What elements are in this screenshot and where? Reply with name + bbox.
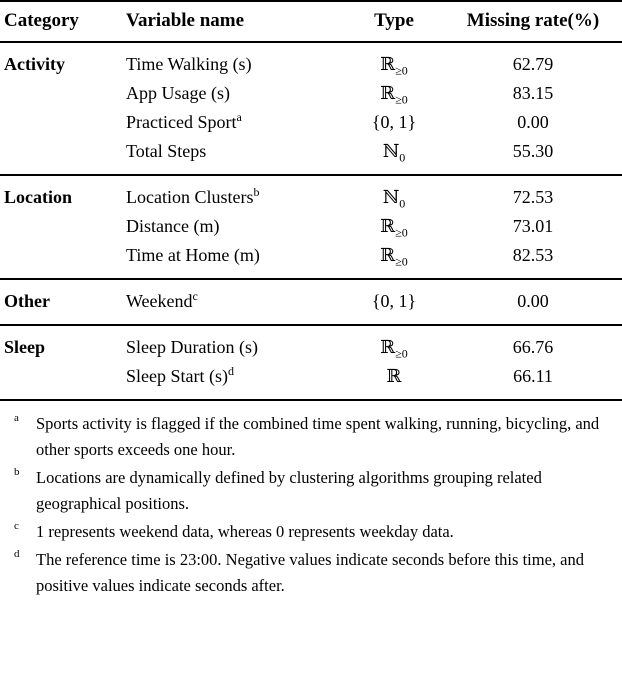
footnote-marker: d <box>14 548 20 560</box>
footnote-text: 1 represents weekend data, whereas 0 represents weekday data. <box>36 522 454 541</box>
type-cell <box>338 137 450 166</box>
missing-rate-cell: 0.00 <box>517 112 549 132</box>
type-base: ℝ <box>380 245 396 265</box>
variable-label: Weekend <box>126 291 193 311</box>
type-cell <box>338 50 450 79</box>
variable-cell <box>126 79 338 108</box>
missing-rate-cell: 82.53 <box>512 245 554 265</box>
type-cell <box>338 362 450 391</box>
footnote-marker-ref: c <box>192 289 198 303</box>
type-cell <box>338 183 450 212</box>
header-cell-type: Type <box>374 10 414 31</box>
type-base: ℕ <box>382 141 400 161</box>
type-cell <box>338 212 450 241</box>
missing-rate-cell: 66.76 <box>512 337 554 357</box>
footnote-text: The reference time is 23:00. Negative values indicate seconds before this time, and positive values indicate seconds after. <box>36 550 584 595</box>
type-subscript: 0 <box>399 196 406 211</box>
missing-rate-cell: 62.79 <box>512 54 554 74</box>
footnote <box>12 411 616 463</box>
type-base: {0, 1} <box>371 112 417 132</box>
variable-label: Location Clusters <box>126 187 254 207</box>
type-base: ℝ <box>380 337 396 357</box>
table-row <box>0 212 622 241</box>
variable-cell <box>126 50 338 79</box>
missing-rate-cell: 73.01 <box>512 216 554 236</box>
table-row <box>0 50 622 79</box>
category-cell: Sleep <box>4 337 46 357</box>
table-row <box>0 333 622 362</box>
variable-cell <box>126 183 338 212</box>
table-row <box>0 137 622 166</box>
type-subscript: ≥0 <box>395 346 408 361</box>
type-base: {0, 1} <box>371 291 417 311</box>
footnote-marker: c <box>14 520 19 532</box>
type-subscript: ≥0 <box>395 254 408 269</box>
type-base: ℕ <box>382 187 400 207</box>
type-cell <box>338 79 450 108</box>
variable-label: App Usage (s) <box>126 83 230 103</box>
table-header-row <box>0 2 622 43</box>
variable-label: Sleep Duration (s) <box>126 337 258 357</box>
table-row <box>0 183 622 212</box>
footnote-marker-ref: d <box>227 364 234 378</box>
table-row <box>0 362 622 391</box>
missing-rate-cell: 66.11 <box>513 366 553 386</box>
footnote-marker-ref: a <box>236 110 242 124</box>
footnote-marker: b <box>14 466 20 478</box>
variable-label: Time at Home (m) <box>126 245 260 265</box>
variable-cell <box>126 333 338 362</box>
type-base: ℝ <box>380 83 396 103</box>
footnote-text: Locations are dynamically defined by clustering algorithms grouping related geographical positions. <box>36 468 542 513</box>
category-cell: Other <box>4 291 50 311</box>
footnote <box>12 547 616 599</box>
type-cell <box>338 241 450 270</box>
variable-label: Practiced Sport <box>126 112 237 132</box>
type-subscript: ≥0 <box>395 92 408 107</box>
type-base: ℝ <box>386 366 402 386</box>
type-subscript: 0 <box>399 150 406 165</box>
type-subscript: ≥0 <box>395 225 408 240</box>
type-subscript: ≥0 <box>395 63 408 78</box>
table-row <box>0 79 622 108</box>
variable-cell <box>126 108 338 137</box>
header-cell-category: Category <box>4 10 79 31</box>
variable-label: Total Steps <box>126 141 207 161</box>
type-cell <box>338 108 450 137</box>
missing-rate-cell: 72.53 <box>512 187 554 207</box>
missing-rate-cell: 55.30 <box>512 141 554 161</box>
missing-rate-cell: 83.15 <box>512 83 554 103</box>
table-row <box>0 241 622 270</box>
type-base: ℝ <box>380 216 396 236</box>
header-cell-missing: Missing rate(%) <box>466 10 600 31</box>
table-row <box>0 108 622 137</box>
type-cell <box>338 333 450 362</box>
table-footnotes <box>0 401 622 609</box>
variable-cell <box>126 287 338 316</box>
variable-cell <box>126 137 338 166</box>
variable-label: Time Walking (s) <box>126 54 252 74</box>
variable-cell <box>126 212 338 241</box>
footnote <box>12 465 616 517</box>
header-cell-variable: Variable name <box>126 10 245 31</box>
table-group-other <box>0 280 622 326</box>
type-base: ℝ <box>380 54 396 74</box>
variable-label: Sleep Start (s) <box>126 366 228 386</box>
footnote-text: Sports activity is flagged if the combined time spent walking, running, bicycling, and other sports exceeds one hour. <box>36 414 600 459</box>
table-group-activity <box>0 43 622 176</box>
category-cell: Activity <box>4 54 65 74</box>
type-cell <box>338 287 450 316</box>
variable-cell <box>126 241 338 270</box>
missing-rate-cell: 0.00 <box>517 291 549 311</box>
table-group-location <box>0 176 622 280</box>
variable-label: Distance (m) <box>126 216 220 236</box>
footnote <box>12 519 616 545</box>
table-group-sleep <box>0 326 622 401</box>
table-row <box>0 287 622 316</box>
footnote-marker-ref: b <box>253 185 260 199</box>
footnote-marker: a <box>14 412 19 424</box>
variable-cell <box>126 362 338 391</box>
category-cell: Location <box>4 187 73 207</box>
